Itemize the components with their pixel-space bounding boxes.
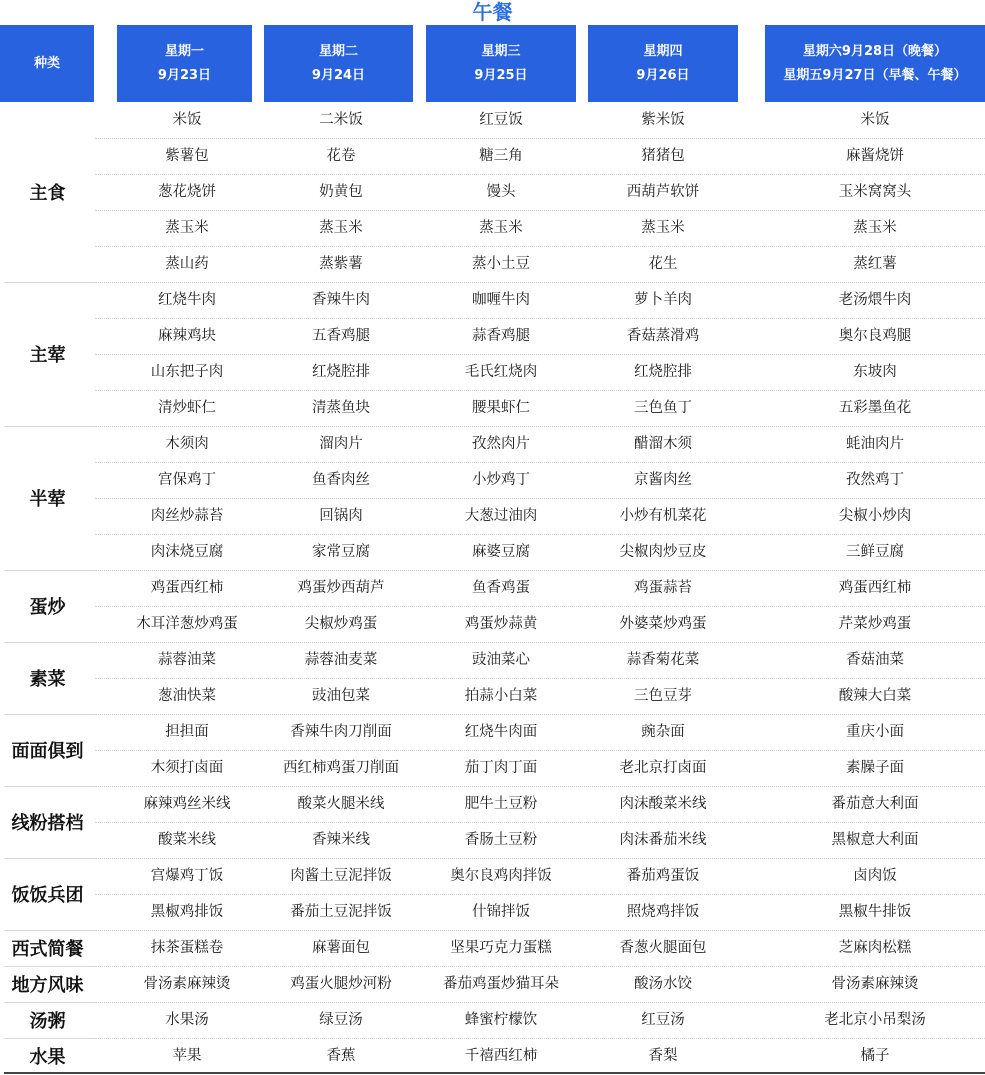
menu-item: 黑椒牛排饭 — [838, 904, 912, 920]
menu-item: 二米饭 — [319, 112, 363, 128]
menu-item: 米饭 — [172, 112, 202, 128]
menu-item: 腰果虾仁 — [472, 400, 530, 416]
header-cell-1 — [117, 25, 252, 102]
menu-item: 红烧腔排 — [312, 364, 370, 380]
category-divider — [4, 1002, 95, 1003]
menu-item: 蒜香菊花菜 — [626, 652, 700, 668]
menu-item: 苹果 — [172, 1048, 202, 1064]
menu-item: 蒜香鸡腿 — [472, 328, 530, 344]
menu-item: 木须打卤面 — [150, 760, 224, 776]
menu-item: 葱花烧饼 — [158, 184, 216, 200]
menu-item: 酸菜火腿米线 — [297, 796, 385, 812]
header-cell-3 — [426, 25, 576, 102]
menu-item: 重庆小面 — [846, 724, 904, 740]
menu-item: 山东把子肉 — [150, 364, 224, 380]
menu-item: 蒸玉米 — [641, 220, 685, 236]
page-title: 午餐 — [472, 0, 513, 24]
menu-item: 麻薯面包 — [312, 940, 370, 956]
menu-item: 绿豆汤 — [319, 1012, 363, 1028]
menu-item: 外婆菜炒鸡蛋 — [619, 616, 707, 632]
menu-item: 香葱火腿面包 — [619, 940, 707, 956]
menu-item: 麻辣鸡块 — [158, 328, 216, 344]
menu-item: 尖椒炒鸡蛋 — [304, 616, 378, 632]
menu-item: 五香鸡腿 — [312, 328, 370, 344]
menu-item: 老北京打卤面 — [619, 760, 707, 776]
menu-item: 尖椒小炒肉 — [838, 508, 912, 524]
menu-item: 鸡蛋西红柿 — [150, 580, 224, 596]
menu-item: 芝麻肉松糕 — [838, 940, 912, 956]
menu-item: 鸡蛋蒜苔 — [634, 580, 692, 596]
menu-item: 鸡蛋西红柿 — [838, 580, 912, 596]
header-line: 星期五9月27日（早餐、午餐） — [783, 67, 967, 83]
menu-item: 酸辣大白菜 — [838, 688, 912, 704]
header-line: 9月25日 — [474, 67, 528, 83]
menu-item: 香辣牛肉 — [312, 292, 370, 308]
menu-item: 番茄鸡蛋炒猫耳朵 — [443, 976, 559, 992]
menu-item: 香菇蒸滑鸡 — [626, 328, 700, 344]
header-line: 星期三 — [481, 43, 521, 59]
menu-item: 京酱肉丝 — [634, 472, 692, 488]
menu-item: 肥牛土豆粉 — [464, 796, 538, 812]
header-line: 星期二 — [318, 43, 358, 59]
header-line: 星期六9月28日（晚餐） — [802, 43, 948, 59]
menu-item: 鱼香鸡蛋 — [472, 580, 530, 596]
menu-item: 奥尔良鸡腿 — [838, 328, 912, 344]
menu-item: 番茄鸡蛋饭 — [626, 868, 700, 884]
menu-item: 玉米窝窝头 — [838, 184, 912, 200]
menu-item: 豉油菜心 — [472, 652, 530, 668]
menu-item: 什锦拌饭 — [472, 904, 530, 920]
category-label: 素菜 — [29, 669, 66, 690]
menu-item: 酸汤水饺 — [634, 976, 692, 992]
menu-item: 大葱过油肉 — [464, 508, 538, 524]
category-divider — [4, 570, 95, 571]
menu-item: 抹茶蛋糕卷 — [150, 940, 224, 956]
menu-item: 坚果巧克力蛋糕 — [450, 940, 552, 956]
category-divider — [4, 282, 95, 283]
menu-item: 千禧西红柿 — [464, 1048, 538, 1064]
table-bottom-rule — [4, 1072, 985, 1074]
menu-item: 蒸红薯 — [853, 256, 897, 272]
header-line: 9月26日 — [636, 67, 690, 83]
menu-item: 猪猪包 — [641, 148, 685, 164]
category-label: 半荤 — [29, 489, 66, 510]
menu-item: 卤肉饭 — [853, 868, 897, 884]
menu-item: 鸡蛋炒西葫芦 — [297, 580, 385, 596]
menu-item: 蒸玉米 — [479, 220, 523, 236]
menu-item: 骨汤素麻辣烫 — [831, 976, 919, 992]
menu-item: 鸡蛋炒蒜黄 — [464, 616, 538, 632]
menu-item: 糖三角 — [479, 148, 523, 164]
menu-item: 西葫芦软饼 — [626, 184, 700, 200]
menu-item: 红烧牛肉 — [158, 292, 216, 308]
menu-item: 蒸紫薯 — [319, 256, 363, 272]
menu-item: 红烧腔排 — [634, 364, 692, 380]
menu-item: 醋溜木须 — [634, 436, 692, 452]
menu-item: 红豆饭 — [479, 112, 523, 128]
menu-item: 家常豆腐 — [312, 544, 370, 560]
menu-item: 蜂蜜柠檬饮 — [464, 1012, 538, 1028]
menu-item: 花卷 — [326, 148, 356, 164]
menu-item: 回锅肉 — [319, 508, 363, 524]
menu-item: 奥尔良鸡肉拌饭 — [450, 868, 552, 884]
menu-item: 馒头 — [486, 184, 516, 200]
menu-item: 老北京小吊梨汤 — [824, 1012, 926, 1028]
menu-item: 照烧鸡拌饭 — [626, 904, 700, 920]
header-line: 星期四 — [643, 43, 683, 59]
menu-item: 番茄意大利面 — [831, 796, 919, 812]
category-label: 地方风味 — [11, 975, 84, 996]
menu-item: 豉油包菜 — [312, 688, 370, 704]
menu-item: 茄丁肉丁面 — [464, 760, 538, 776]
menu-item: 香肠土豆粉 — [464, 832, 538, 848]
menu-item: 东坡肉 — [853, 364, 897, 380]
menu-item: 三色鱼丁 — [634, 400, 692, 416]
menu-item: 葱油快菜 — [158, 688, 216, 704]
menu-item: 酸菜米线 — [158, 832, 216, 848]
menu-item: 蒸玉米 — [319, 220, 363, 236]
menu-item: 三色豆芽 — [634, 688, 692, 704]
category-label: 汤粥 — [29, 1011, 66, 1032]
menu-item: 香蕉 — [326, 1048, 356, 1064]
menu-item: 木耳洋葱炒鸡蛋 — [136, 616, 238, 632]
menu-item: 小炒鸡丁 — [472, 472, 530, 488]
menu-item: 红豆汤 — [641, 1012, 685, 1028]
menu-item: 花生 — [648, 256, 678, 272]
category-divider — [4, 858, 95, 859]
menu-item: 担担面 — [165, 724, 209, 740]
menu-item: 芹菜炒鸡蛋 — [838, 616, 912, 632]
menu-item: 毛氏红烧肉 — [464, 364, 538, 380]
category-label: 水果 — [29, 1047, 66, 1068]
menu-item: 麻辣鸡丝米线 — [143, 796, 231, 812]
header-cell-4 — [588, 25, 738, 102]
menu-item: 蒜蓉油麦菜 — [304, 652, 378, 668]
header-cell-2 — [264, 25, 413, 102]
menu-item: 鱼香肉丝 — [312, 472, 370, 488]
menu-item: 香辣牛肉刀削面 — [290, 724, 392, 740]
menu-item: 咖喱牛肉 — [472, 292, 530, 308]
menu-item: 黑椒意大利面 — [831, 832, 919, 848]
menu-item: 米饭 — [860, 112, 890, 128]
menu-item: 孜然肉片 — [472, 436, 530, 452]
category-divider — [4, 642, 95, 643]
menu-item: 水果汤 — [165, 1012, 209, 1028]
header-cell-5 — [765, 25, 985, 102]
menu-item: 黑椒鸡排饭 — [150, 904, 224, 920]
menu-item: 紫薯包 — [165, 148, 209, 164]
menu-item: 木须肉 — [165, 436, 209, 452]
menu-item: 蒸山药 — [165, 256, 209, 272]
menu-item: 豌杂面 — [641, 724, 685, 740]
category-divider — [4, 714, 95, 715]
menu-item: 宫保鸡丁 — [158, 472, 216, 488]
menu-item: 孜然鸡丁 — [846, 472, 904, 488]
category-label: 面面俱到 — [11, 741, 84, 762]
menu-item: 肉丝炒蒜苔 — [150, 508, 224, 524]
menu-item: 尖椒肉炒豆皮 — [619, 544, 707, 560]
menu-item: 紫米饭 — [641, 112, 685, 128]
menu-item: 素臊子面 — [846, 760, 904, 776]
menu-item: 香辣米线 — [312, 832, 370, 848]
menu-item: 肉沫酸菜米线 — [619, 796, 707, 812]
menu-item: 麻婆豆腐 — [472, 544, 530, 560]
category-divider — [4, 966, 95, 967]
menu-item: 西红柿鸡蛋刀削面 — [283, 760, 399, 776]
menu-item: 奶黄包 — [319, 184, 363, 200]
menu-item: 蒜蓉油菜 — [158, 652, 216, 668]
menu-item: 五彩墨鱼花 — [838, 400, 912, 416]
menu-item: 小炒有机菜花 — [619, 508, 707, 524]
category-label: 线粉搭档 — [11, 813, 84, 834]
menu-item: 萝卜羊肉 — [634, 292, 692, 308]
category-label: 西式简餐 — [11, 939, 84, 960]
header-line: 种类 — [33, 55, 60, 71]
header-line: 9月23日 — [157, 67, 212, 83]
menu-item: 三鲜豆腐 — [846, 544, 904, 560]
menu-item: 老汤煨牛肉 — [838, 292, 912, 308]
menu-item: 蒸小土豆 — [472, 256, 530, 272]
menu-item: 红烧牛肉面 — [464, 724, 538, 740]
menu-item: 麻酱烧饼 — [846, 148, 904, 164]
menu-item: 骨汤素麻辣烫 — [143, 976, 231, 992]
menu-item: 香梨 — [648, 1048, 678, 1064]
header-line: 星期一 — [164, 43, 204, 59]
header-cell-0 — [0, 25, 94, 102]
category-label: 主食 — [29, 183, 66, 204]
menu-item: 肉酱土豆泥拌饭 — [290, 868, 392, 884]
menu-item: 溜肉片 — [319, 436, 363, 452]
menu-item: 蚝油肉片 — [846, 436, 904, 452]
menu-item: 蒸玉米 — [165, 220, 209, 236]
category-label: 主荤 — [29, 345, 66, 366]
category-label: 蛋炒 — [29, 597, 66, 618]
menu-item: 肉沫番茄米线 — [619, 832, 707, 848]
category-divider — [4, 1038, 95, 1039]
menu-item: 拍蒜小白菜 — [464, 688, 538, 704]
menu-item: 清蒸鱼块 — [312, 400, 370, 416]
menu-item: 番茄土豆泥拌饭 — [290, 904, 392, 920]
menu-item: 宫爆鸡丁饭 — [150, 868, 224, 884]
category-divider — [4, 930, 95, 931]
menu-item: 肉沫烧豆腐 — [150, 544, 224, 560]
header-line: 9月24日 — [311, 67, 366, 83]
menu-item: 橘子 — [860, 1048, 890, 1064]
menu-item: 清炒虾仁 — [158, 400, 216, 416]
menu-item: 香菇油菜 — [846, 652, 904, 668]
category-divider — [4, 426, 95, 427]
menu-item: 鸡蛋火腿炒河粉 — [290, 976, 392, 992]
category-divider — [4, 786, 95, 787]
category-label: 饭饭兵团 — [11, 885, 84, 906]
menu-item: 蒸玉米 — [853, 220, 897, 236]
